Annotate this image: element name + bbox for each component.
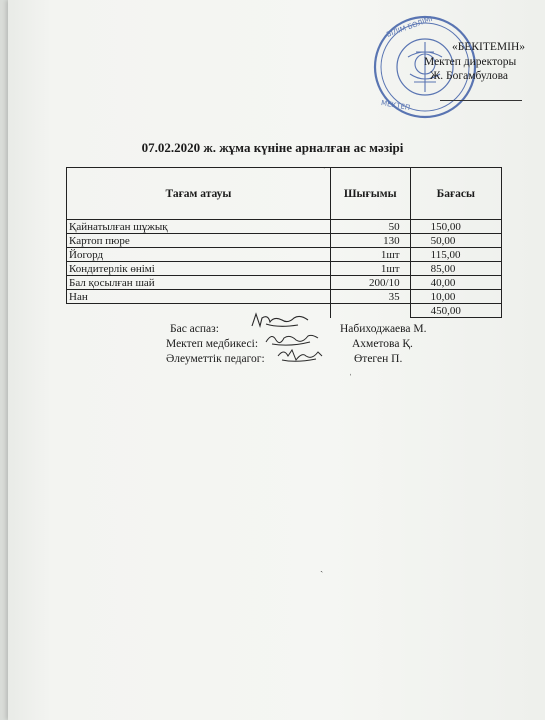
dish-name: Йогорд — [67, 248, 331, 262]
table-header-row — [67, 168, 502, 220]
dish-output: 1шт — [330, 248, 410, 262]
dish-output: 1шт — [330, 262, 410, 276]
signature-name: Набиходжаева М. — [340, 323, 427, 335]
ink-mark: ˌ — [349, 365, 353, 376]
approval-heading: «БЕКІТЕМІН» — [452, 41, 526, 53]
table-row — [67, 234, 502, 248]
menu-table — [66, 167, 502, 318]
signature-role: Бас аспаз: — [170, 323, 219, 335]
dish-output: 50 — [330, 220, 410, 234]
approval-block — [424, 40, 544, 84]
signature-name: Өтеген П. — [354, 353, 403, 365]
dish-price: 85,00 — [410, 262, 501, 276]
table-row — [67, 262, 502, 276]
dish-name: Қайнатылған шұжық — [67, 220, 331, 234]
dish-output: 200/10 — [330, 276, 410, 290]
handwritten-signature-icon — [248, 310, 318, 332]
dish-price: 150,00 — [410, 220, 501, 234]
svg-text:БІЛІМ БӨЛІМІ: БІЛІМ БӨЛІМІ — [385, 14, 434, 39]
dish-price: 40,00 — [410, 276, 501, 290]
approval-signature-line — [440, 100, 522, 101]
dish-price: 10,00 — [410, 290, 501, 304]
total-price: 450,00 — [410, 304, 501, 318]
dish-name: Нан — [67, 290, 331, 304]
signature-role: Мектеп медбикесі: — [166, 338, 259, 350]
ink-mark: ˏ — [322, 158, 326, 169]
table-row — [67, 290, 502, 304]
dish-price: 115,00 — [410, 248, 501, 262]
table-row — [67, 276, 502, 290]
header-price: Бағасы — [410, 168, 501, 220]
approval-signer: Ж. Богамбулова — [430, 70, 509, 82]
dish-price: 50,00 — [410, 234, 501, 248]
signature-role: Әлеуметтік педагог: — [166, 353, 265, 365]
dish-name: Бал қосылған шай — [67, 276, 331, 290]
table-row — [67, 220, 502, 234]
svg-text:МЕКТЕП: МЕКТЕП — [380, 98, 411, 112]
ink-mark: ˏ — [320, 562, 324, 573]
dish-name: Картоп пюре — [67, 234, 331, 248]
signature-name: Ахметова Қ. — [352, 338, 413, 350]
header-output: Шығымы — [330, 168, 410, 220]
table-row — [67, 248, 502, 262]
header-dish-name: Тағам атауы — [67, 168, 331, 220]
dish-name: Кондитерлік өнімі — [67, 262, 331, 276]
approval-position: Мектеп директоры — [424, 55, 517, 68]
page-title: 07.02.2020 ж. жұма күніне арналған ас мәзірі — [141, 140, 404, 155]
dish-output: 130 — [330, 234, 410, 248]
dish-output: 35 — [330, 290, 410, 304]
handwritten-signature-icon — [276, 346, 326, 364]
